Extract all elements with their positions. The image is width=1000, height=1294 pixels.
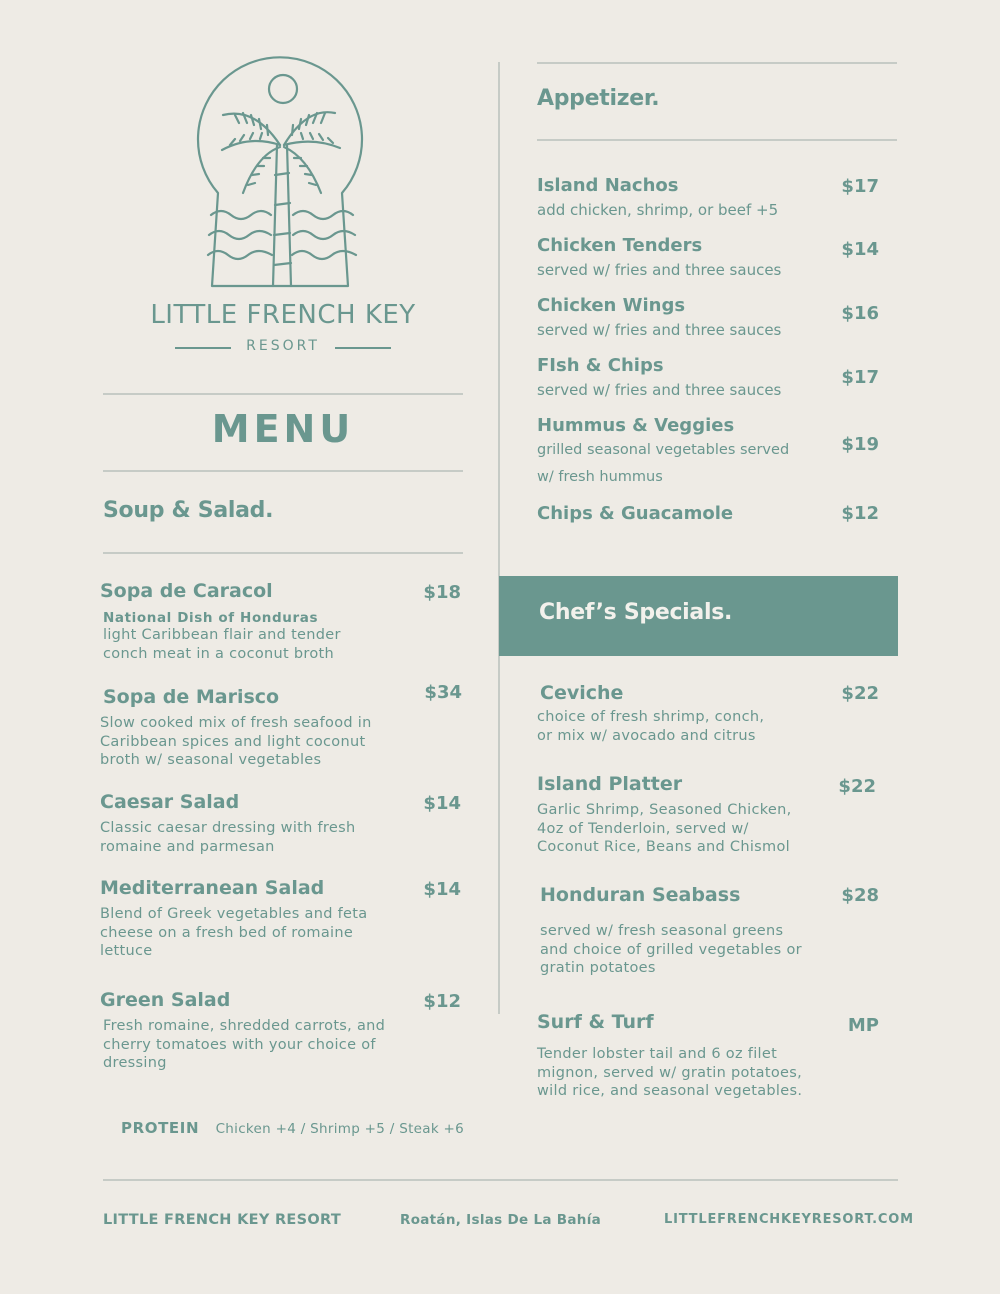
chefs-specials-banner	[499, 576, 898, 656]
item-price: $28	[841, 885, 879, 906]
menu-item	[537, 1011, 882, 1101]
menu-item	[537, 295, 882, 344]
item-name: Island Platter	[537, 773, 683, 795]
item-price: $16	[841, 303, 879, 324]
section-title-chefs-specials: Chef’s Specials.	[539, 600, 733, 625]
menu-item	[537, 175, 882, 224]
divider	[103, 393, 463, 395]
menu-item	[100, 989, 462, 1073]
item-name: Chicken Tenders	[537, 235, 703, 256]
item-description: served w/ fries and three sauces	[537, 261, 782, 279]
item-price: $22	[838, 776, 876, 797]
item-name: Sopa de Caracol	[100, 580, 273, 602]
item-name: Sopa de Marisco	[103, 686, 280, 708]
footer-location: Roatán, Islas De La Bahía	[400, 1212, 602, 1228]
item-price: MP	[847, 1015, 879, 1036]
brand-name: LITTLE FRENCH KEY	[150, 300, 416, 330]
menu-item	[537, 682, 882, 745]
menu-item	[100, 580, 462, 663]
protein-line	[121, 1119, 466, 1139]
section-title-soup-salad: Soup & Salad.	[103, 498, 274, 523]
menu-item	[537, 773, 882, 857]
divider	[335, 347, 391, 349]
item-price: $22	[841, 683, 879, 704]
item-description: Classic caesar dressing with fresh romaine and parmesan	[100, 820, 356, 855]
item-name: Chicken Wings	[537, 295, 686, 316]
item-name: FIsh & Chips	[537, 355, 664, 376]
item-price: $14	[841, 239, 879, 260]
protein-options: Chicken +4 / Shrimp +5 / Steak +6	[215, 1121, 465, 1137]
footer-divider	[103, 1179, 898, 1181]
footer-resort-name: LITTLE FRENCH KEY RESORT	[103, 1212, 342, 1228]
section-title-appetizer: Appetizer.	[537, 86, 660, 111]
menu-title: MENU	[211, 407, 355, 451]
item-description: light Caribbean flair and tender conch meat in a coconut broth	[103, 627, 341, 662]
item-description: served w/ fries and three sauces	[537, 321, 782, 339]
item-name: Mediterranean Salad	[100, 877, 325, 899]
menu-item	[100, 791, 462, 856]
menu-item	[537, 355, 882, 404]
item-name: Hummus & Veggies	[537, 415, 735, 436]
item-description: served w/ fresh seasonal greens and choice of grilled vegetables or gratin potatoes	[540, 923, 802, 976]
item-price: $18	[423, 582, 461, 603]
column-divider	[498, 62, 500, 1014]
item-subtitle: National Dish of Honduras	[103, 610, 319, 626]
footer-website-link[interactable]: LITTLEFRENCHKEYRESORT.COM	[664, 1212, 914, 1227]
divider	[537, 62, 897, 64]
menu-item	[537, 235, 882, 284]
brand-subtitle-row	[175, 338, 391, 358]
item-description: Tender lobster tail and 6 oz filet mignon, served w/ gratin potatoes, wild rice, and seasonal vegetables.	[537, 1046, 803, 1099]
item-name: Caesar Salad	[100, 791, 240, 813]
item-name: Green Salad	[100, 989, 231, 1011]
item-name: Surf & Turf	[537, 1011, 654, 1033]
item-name: Island Nachos	[537, 175, 679, 196]
item-price: $19	[841, 434, 879, 455]
menu-item	[537, 415, 882, 491]
item-price: $12	[841, 503, 879, 524]
item-description: grilled seasonal vegetables served w/ fresh hummus	[537, 442, 790, 485]
item-price: $34	[424, 682, 462, 703]
menu-item	[537, 884, 882, 978]
item-price: $14	[423, 793, 461, 814]
divider	[103, 552, 463, 554]
protein-label: PROTEIN	[121, 1119, 200, 1137]
item-description: add chicken, shrimp, or beef +5	[537, 201, 779, 219]
item-description: Slow cooked mix of fresh seafood in Caribbean spices and light coconut broth w/ seasonal vegetables	[100, 715, 372, 768]
menu-item	[100, 682, 462, 770]
item-description: Fresh romaine, shredded carrots, and cherry tomatoes with your choice of dressing	[103, 1018, 386, 1071]
item-description: Garlic Shrimp, Seasoned Chicken, 4oz of Tenderloin, served w/ Coconut Rice, Beans and Chismol	[537, 802, 792, 855]
palm-tree-keyhole-icon	[195, 45, 371, 291]
menu-item	[100, 877, 462, 961]
divider	[537, 139, 897, 141]
item-description: served w/ fries and three sauces	[537, 381, 782, 399]
item-price: $17	[841, 367, 879, 388]
item-price: $12	[423, 991, 461, 1012]
item-description: Blend of Greek vegetables and feta cheese on a fresh bed of romaine lettuce	[100, 906, 368, 959]
menu-item	[537, 503, 882, 524]
item-description: choice of fresh shrimp, conch, or mix w/ avocado and citrus	[537, 709, 765, 744]
divider	[103, 470, 463, 472]
item-name: Chips & Guacamole	[537, 503, 734, 524]
item-name: Ceviche	[540, 682, 624, 704]
brand-subtitle: RESORT	[246, 338, 320, 354]
resort-logo	[195, 45, 371, 291]
item-price: $17	[841, 176, 879, 197]
item-name: Honduran Seabass	[540, 884, 741, 906]
item-price: $14	[423, 879, 461, 900]
